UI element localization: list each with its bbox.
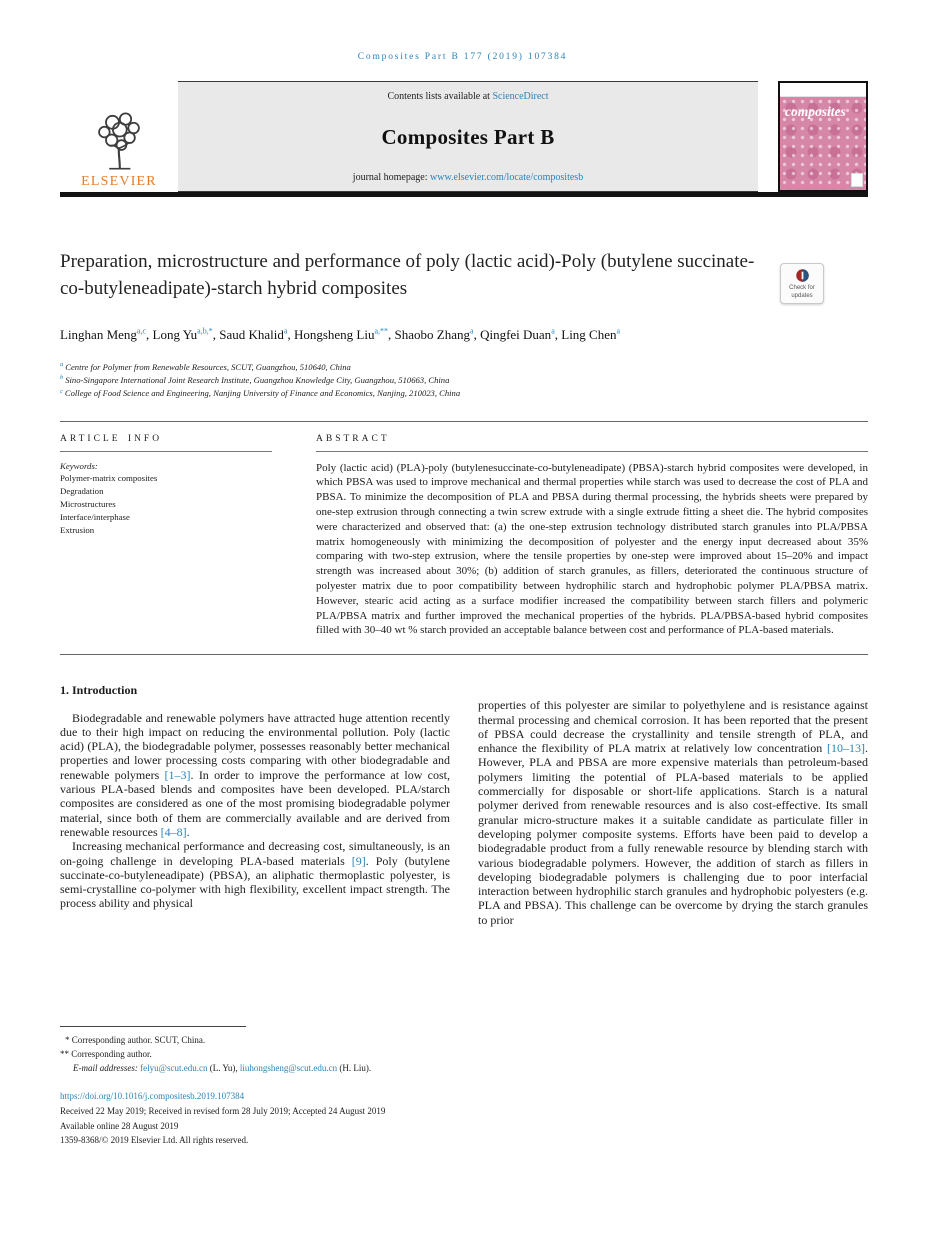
author bbox=[395, 327, 474, 342]
author bbox=[294, 327, 388, 342]
paragraph-text: . bbox=[186, 824, 190, 839]
article-info-column bbox=[60, 434, 272, 639]
body-column-left bbox=[60, 683, 450, 927]
sciencedirect-link[interactable]: ScienceDirect bbox=[492, 91, 549, 102]
citation-link[interactable]: [10–13] bbox=[827, 741, 865, 756]
author bbox=[60, 327, 146, 342]
author-name: Linghan Meng bbox=[60, 326, 137, 342]
journal-cover-thumbnail[interactable] bbox=[778, 81, 868, 192]
email-mid-text: (L. Yu), bbox=[207, 1062, 240, 1073]
abstract-heading: ABSTRACT bbox=[316, 434, 868, 452]
footnote-emails bbox=[60, 1062, 868, 1076]
issn-copyright: 1359-8368/© 2019 Elsevier Ltd. All rights reserved. bbox=[60, 1135, 249, 1146]
journal-homepage-link[interactable]: www.elsevier.com/locate/compositesb bbox=[430, 172, 584, 183]
paragraph-text: Biodegradable and renewable polymers have attracted huge attention recently due to their high impact on reducing the environmental pollution. Poly (lactic acid) (PLA), the biodegradable polymer, possesses reasonably better mechanical properties and lower processing costs comparing with other biodegradable and renewable polymers bbox=[60, 710, 450, 782]
elsevier-tree-icon bbox=[93, 110, 145, 172]
keywords-label: Keywords: bbox=[60, 460, 98, 471]
footnote-rule bbox=[60, 1026, 246, 1027]
intro-paragraph-1 bbox=[60, 711, 450, 840]
affiliation bbox=[60, 387, 865, 400]
paragraph-text: . Poly (butylene succinate-co-butyleneadipate) (PBSA), an aliphatic thermoplastic polyester, is semi-crystalline co-polymer with high flexibility, excellent impact strength. The process ability and physical bbox=[60, 853, 450, 911]
keyword: Polymer-matrix composites bbox=[60, 472, 158, 483]
abstract-column bbox=[316, 434, 868, 639]
cover-top-strip bbox=[780, 83, 866, 97]
affiliation-text: College of Food Science and Engineering, Nanjing University of Finance and Economics, Nanjing, 210023, China bbox=[64, 388, 461, 399]
journal-title: Composites Part B bbox=[381, 124, 555, 149]
email-link-yu[interactable]: felyu@scut.edu.cn bbox=[140, 1062, 208, 1073]
author-name: Shaobo Zhang bbox=[394, 326, 470, 342]
section-heading-introduction: 1. Introduction bbox=[60, 683, 138, 698]
keyword: Degradation bbox=[60, 485, 104, 496]
affiliation-text: Sino-Singapore International Joint Research Institute, Guangzhou Knowledge City, Guangzhou, 510663, China bbox=[65, 375, 450, 386]
crossmark-icon bbox=[795, 268, 810, 283]
paragraph-text: properties of this polyester are similar to polyethylene and is resistance against thermal processing and chemical corrosion. It has been reported that the present of PBSA could decrease the crystallinity and tensile strength of PLA, and enhance the flexibility of PLA matrix at relatively low concentration bbox=[478, 698, 868, 756]
author-separator: , bbox=[146, 326, 153, 342]
cover-journal-name: composites bbox=[785, 104, 846, 119]
author bbox=[219, 327, 287, 342]
author-affiliation-sup[interactable]: a,b,* bbox=[197, 326, 213, 336]
abstract-text: Poly (lactic acid) (PLA)-poly (butylenesuccinate-co-butyleneadipate) (PBSA)-starch hybrid composites were developed, in which PBSA was used to improve mechanical and thermal properties while starch was used to decrease the cost of PLA and PBSA. To minimize the decomposition of PLA and PBSA during thermal processing, the hybrids sheets were prepared by one-step extrusion through connecting a twin screw extrude with a single extrude fitting a sheet die. The hybrid composites were characterized and observed that: (a) the one-step extrusion technology distributed starch granules into PLA/PBSA matrix homogeneously with minimizing the decomposition of polyester and the energy input decreased about 35% comparing with two-step extrusion, where the tensile properties by one-step were improved about 15–20% and impact strength was increased about 30%; (b) addition of starch granules, as fillers, deteriorated the continuous structure of polyester matrix due to poor compatibility between hydrophilic starch and hydrophobic polymer PLA/PBSA matrix. However, stearic acid acting as a surface modifier increased the compatibility between starch fillers and polymeric PLA/PBSA matrix and further improved the mechanical properties of the hybrids. PLA/PBSA-based hybrid composites filled with 30–40 wt % starch provided an acceptable balance between cost and performance of PLA-based materials. bbox=[316, 461, 868, 637]
article-body bbox=[60, 683, 868, 927]
check-badge-line2: updates bbox=[791, 292, 813, 299]
paragraph-text: . In order to improve the performance at low cost, various PLA-based blends and composites have been developed. PLA/starch composites are considered as one of the most promising biodegradable polymer material, since both of them are commercially available and are derived from renewable resources bbox=[60, 767, 450, 839]
paragraph-text: . However, PLA and PBSA are more expensive materials than petroleum-based polymers limiting the potential of PLA-based materials to be applied commercially for disposable or short-life applications. Starch is a natural polymer derived from renewable resources and is also cost-effective. Its small granular micro-structure makes it a suitable candidate as particulate filler in developing polymer composite systems. Efforts have been paid to develop a biodegradable product from a fully renewable resource by blending starch with various biodegradable polymers. However, the addition of starch as fillers in developing biodegradable polymers is challenging due to poor interfacial interaction between hydrophilic starch granules and hydrophobic polyesters (e.g. PLA and PBSA). This challenge can be overcome by drying the starch granules to prior bbox=[478, 741, 868, 927]
author-name: Long Yu bbox=[152, 326, 198, 342]
citation-link[interactable]: [1–3] bbox=[164, 767, 191, 782]
cover-elsevier-mark bbox=[851, 173, 863, 187]
body-column-right bbox=[478, 683, 868, 927]
affiliation-sup: c bbox=[60, 387, 63, 395]
author-name: Hongsheng Liu bbox=[293, 326, 375, 342]
journal-header bbox=[60, 81, 868, 192]
journal-banner bbox=[178, 81, 758, 192]
author-affiliation-sup[interactable]: a,c bbox=[136, 326, 147, 336]
cover-art bbox=[780, 97, 866, 190]
citation-link[interactable]: [4–8] bbox=[160, 824, 187, 839]
citation-link[interactable]: [9] bbox=[351, 853, 366, 868]
check-for-updates-badge[interactable] bbox=[780, 263, 824, 304]
article-title: Preparation, microstructure and performance of poly (lactic acid)-Poly (butylene succinate-co-butyleneadipate)-starch hybrid composites bbox=[60, 251, 755, 299]
author-name: Qingfei Duan bbox=[480, 326, 552, 342]
affiliation bbox=[60, 374, 865, 387]
keyword: Microstructures bbox=[60, 499, 116, 510]
journal-citation: Composites Part B 177 (2019) 107384 bbox=[357, 52, 568, 62]
affiliation bbox=[60, 361, 865, 374]
keyword: Extrusion bbox=[60, 525, 95, 536]
author-affiliation-sup[interactable]: a,** bbox=[374, 326, 389, 336]
check-badge-line1: Check for bbox=[789, 285, 815, 291]
author-separator: , bbox=[388, 326, 395, 342]
author-list bbox=[60, 325, 840, 346]
email-label: E-mail addresses: bbox=[73, 1062, 141, 1073]
homepage-line bbox=[353, 172, 583, 183]
email-end-text: (H. Liu). bbox=[337, 1062, 372, 1073]
footnote-corresponding-2: ** Corresponding author. bbox=[60, 1048, 152, 1059]
contents-prefix: Contents lists available at bbox=[387, 91, 493, 102]
author-name: Saud Khalid bbox=[219, 326, 284, 342]
affiliation-sup: b bbox=[60, 374, 64, 382]
publication-info-block bbox=[60, 1089, 868, 1148]
contents-line bbox=[387, 91, 548, 102]
affiliation-text: Centre for Polymer from Renewable Resources, SCUT, Guangzhou, 510640, China bbox=[65, 361, 351, 372]
author bbox=[561, 327, 620, 342]
header-rule bbox=[60, 192, 868, 197]
author bbox=[153, 327, 213, 342]
author-affiliation-sup[interactable]: a bbox=[283, 326, 288, 336]
author-affiliation-sup[interactable]: a bbox=[616, 326, 621, 336]
doi-link[interactable]: https://doi.org/10.1016/j.compositesb.2019.107384 bbox=[60, 1090, 245, 1101]
intro-paragraph-2 bbox=[60, 839, 450, 910]
affiliation-list bbox=[60, 361, 865, 401]
received-dates: Received 22 May 2019; Received in revised form 28 July 2019; Accepted 24 August 2019 bbox=[60, 1105, 386, 1116]
homepage-prefix: journal homepage: bbox=[352, 172, 430, 183]
info-abstract-section bbox=[60, 421, 868, 656]
page-footer bbox=[60, 1026, 868, 1148]
affiliation-sup: a bbox=[60, 360, 64, 368]
elsevier-logo[interactable] bbox=[60, 81, 178, 192]
author-separator: , bbox=[212, 326, 220, 342]
intro-paragraph-3 bbox=[478, 698, 868, 927]
author-separator: , bbox=[473, 326, 481, 342]
available-online: Available online 28 August 2019 bbox=[60, 1120, 179, 1131]
check-badge-label bbox=[789, 285, 815, 300]
author-separator: , bbox=[554, 326, 562, 342]
author-affiliation-sup[interactable]: a bbox=[470, 326, 474, 336]
email-link-liu[interactable]: liuhongsheng@scut.edu.cn bbox=[239, 1062, 338, 1073]
author-affiliation-sup[interactable]: a bbox=[551, 326, 555, 336]
elsevier-wordmark: ELSEVIER bbox=[81, 174, 157, 189]
author bbox=[480, 327, 555, 342]
author-separator: , bbox=[287, 326, 294, 342]
paragraph-text: Increasing mechanical performance and decreasing cost, simultaneously, is an on-going challenge in developing PLA-based materials bbox=[60, 839, 450, 868]
keyword: Interface/interphase bbox=[60, 512, 130, 523]
author-name: Ling Chen bbox=[561, 326, 617, 342]
footnote-corresponding-1: * Corresponding author. SCUT, China. bbox=[65, 1035, 206, 1045]
article-info-heading: ARTICLE INFO bbox=[60, 434, 272, 452]
